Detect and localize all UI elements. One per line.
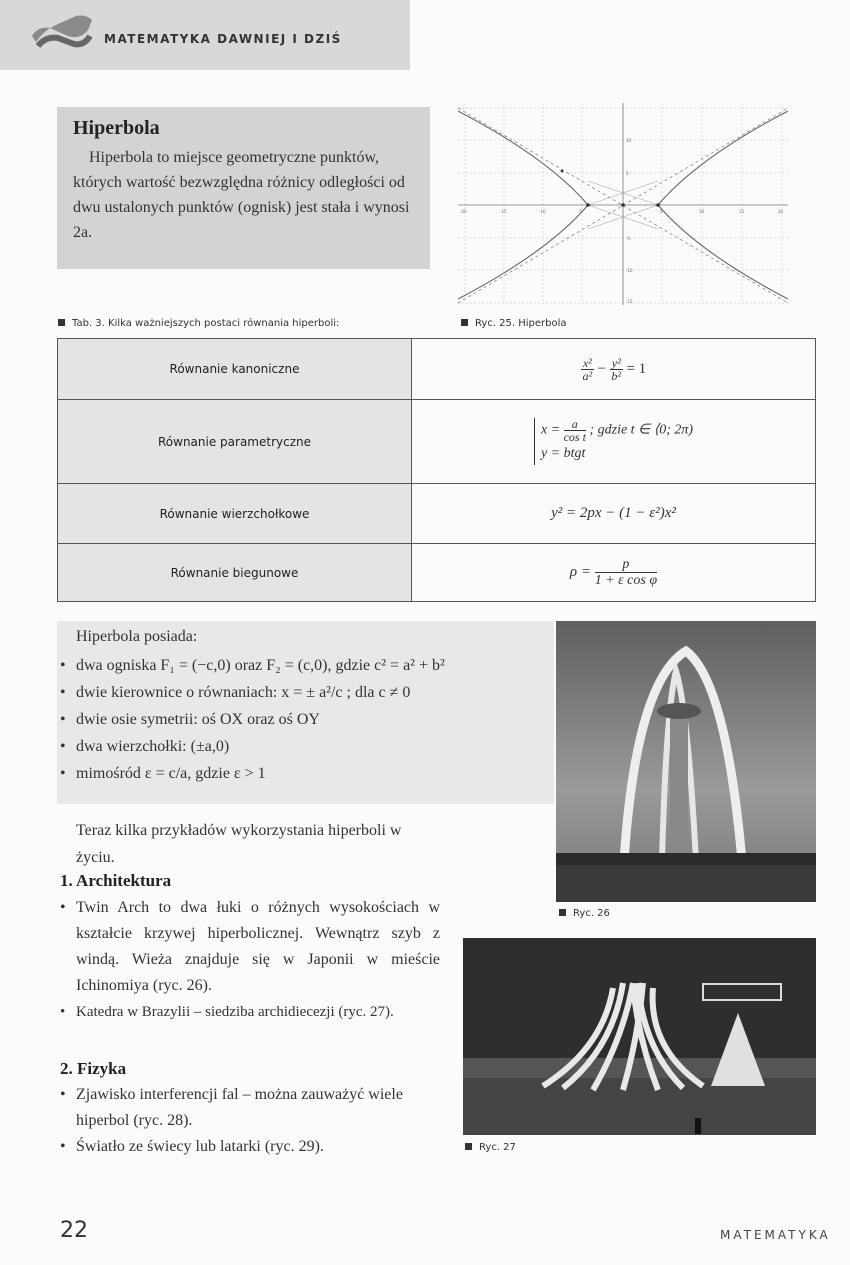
graph-caption: Ryc. 25. Hiperbola [461, 318, 567, 329]
table-row [58, 544, 816, 602]
table-row [58, 400, 816, 484]
x-tick: 15 [739, 209, 745, 214]
x-tick: 10 [699, 209, 705, 214]
hyperbola-graph [458, 103, 788, 305]
properties-list [60, 652, 445, 787]
examples-intro: Teraz kilka przykładów wykorzystania hiperboli w życiu. [76, 822, 402, 866]
header-title: MATEMATYKA DAWNIEJ I DZIŚ [104, 32, 342, 46]
footer-label: MATEMATYKA [720, 1228, 831, 1242]
y-tick: 5 [626, 171, 629, 176]
x-tick: 20 [778, 209, 784, 214]
list-item: • dwa ogniska F₁ = (−c,0) oraz F₂ = (c,0), gdzie c² = a² + b² [60, 652, 445, 679]
logo-icon [28, 6, 98, 58]
row-label: Równanie parametryczne [58, 400, 412, 484]
list-item: • Katedra w Brazylii – siedziba archidiecezji (ryc. 27). [60, 999, 440, 1025]
section-title: 1. Architektura [60, 871, 172, 890]
row-formula: $\frac{\text{x²}}{\text{a²}}$ − $\frac{\text{y²}}{\text{b²}}$ = 1 [412, 339, 816, 400]
cathedral-photo [463, 938, 816, 1135]
y-tick: 10 [626, 138, 632, 143]
section-list [60, 895, 440, 1025]
row-label: Równanie biegunowe [58, 544, 412, 602]
bullet-square-icon [58, 319, 65, 326]
list-item: • dwa wierzchołki: (±a,0) [60, 733, 445, 760]
table-row [58, 484, 816, 544]
list-item: • Twin Arch to dwa łuki o różnych wysokościach w kształcie krzywej hiperbolicznej. Wewnątrz szyb z windą. Wieża znajduje się w Japonii w mieście Ichinomiya (ryc. 26). [60, 895, 440, 999]
page-number: 22 [60, 1218, 88, 1243]
x-tick: -20 [460, 209, 467, 214]
list-item: • Zjawisko interferencji fal – można zauważyć wiele hiperbol (ryc. 28). [60, 1082, 440, 1134]
x-tick: -10 [539, 209, 546, 214]
fraction: $\frac{\text{x²}}{\text{a²}}$ [582, 355, 593, 383]
bullet-square-icon [559, 909, 566, 916]
bullet-square-icon [461, 319, 468, 326]
y-tick: -5 [626, 236, 630, 241]
properties-lead: Hiperbola posiada: [76, 628, 198, 645]
row-formula: y² = 2px − (1 − ε²)x² [412, 484, 816, 544]
equation-table [57, 338, 816, 602]
definition-text: Hiperbola to miejsce geometryczne punktów, których wartość bezwzględna różnicy odległości od dwu ustalonych punktów (ognisk) jest stała i wynosi 2a. [73, 149, 410, 241]
y-tick: -15 [626, 299, 633, 304]
photo-caption: Ryc. 26 [559, 908, 610, 919]
twin-arch-photo [556, 621, 816, 902]
row-formula: ρ = $\frac{p}{\text{1 + ε cos φ}}$ [412, 544, 816, 602]
list-item: • Światło ze świecy lub latarki (ryc. 29). [60, 1134, 440, 1160]
fraction: $\frac{a}{\text{cos t}}$ [563, 417, 586, 444]
row-formula: x = $\frac{a}{\text{cos t}}$ ; gdzie t ∈ ⟨0; 2π) y = btgt [412, 400, 816, 484]
list-item: • mimośród ε = c/a, gdzie ε > 1 [60, 760, 445, 787]
section-title: 2. Fizyka [60, 1059, 127, 1078]
definition-title: Hiperbola [73, 117, 160, 139]
section-list [60, 1082, 440, 1160]
fraction: $\frac{p}{\text{1 + ε cos φ}}$ [594, 557, 658, 588]
bullet-square-icon [465, 1143, 472, 1150]
photo-caption: Ryc. 27 [465, 1142, 516, 1153]
list-item: • dwie kierownice o równaniach: x = ± a²/c ; dla c ≠ 0 [60, 679, 445, 706]
y-tick: -10 [626, 268, 633, 273]
table-row [58, 339, 816, 400]
x-tick: 5 [660, 209, 663, 214]
x-tick: -5 [578, 209, 582, 214]
list-item: • dwie osie symetrii: oś OX oraz oś OY [60, 706, 445, 733]
x-tick: -15 [500, 209, 507, 214]
table-caption: Tab. 3. Kilka ważniejszych postaci równania hiperboli: [58, 318, 339, 329]
row-label: Równanie wierzchołkowe [58, 484, 412, 544]
row-label: Równanie kanoniczne [58, 339, 412, 400]
fraction: $\frac{\text{y²}}{\text{b²}}$ [611, 355, 622, 383]
